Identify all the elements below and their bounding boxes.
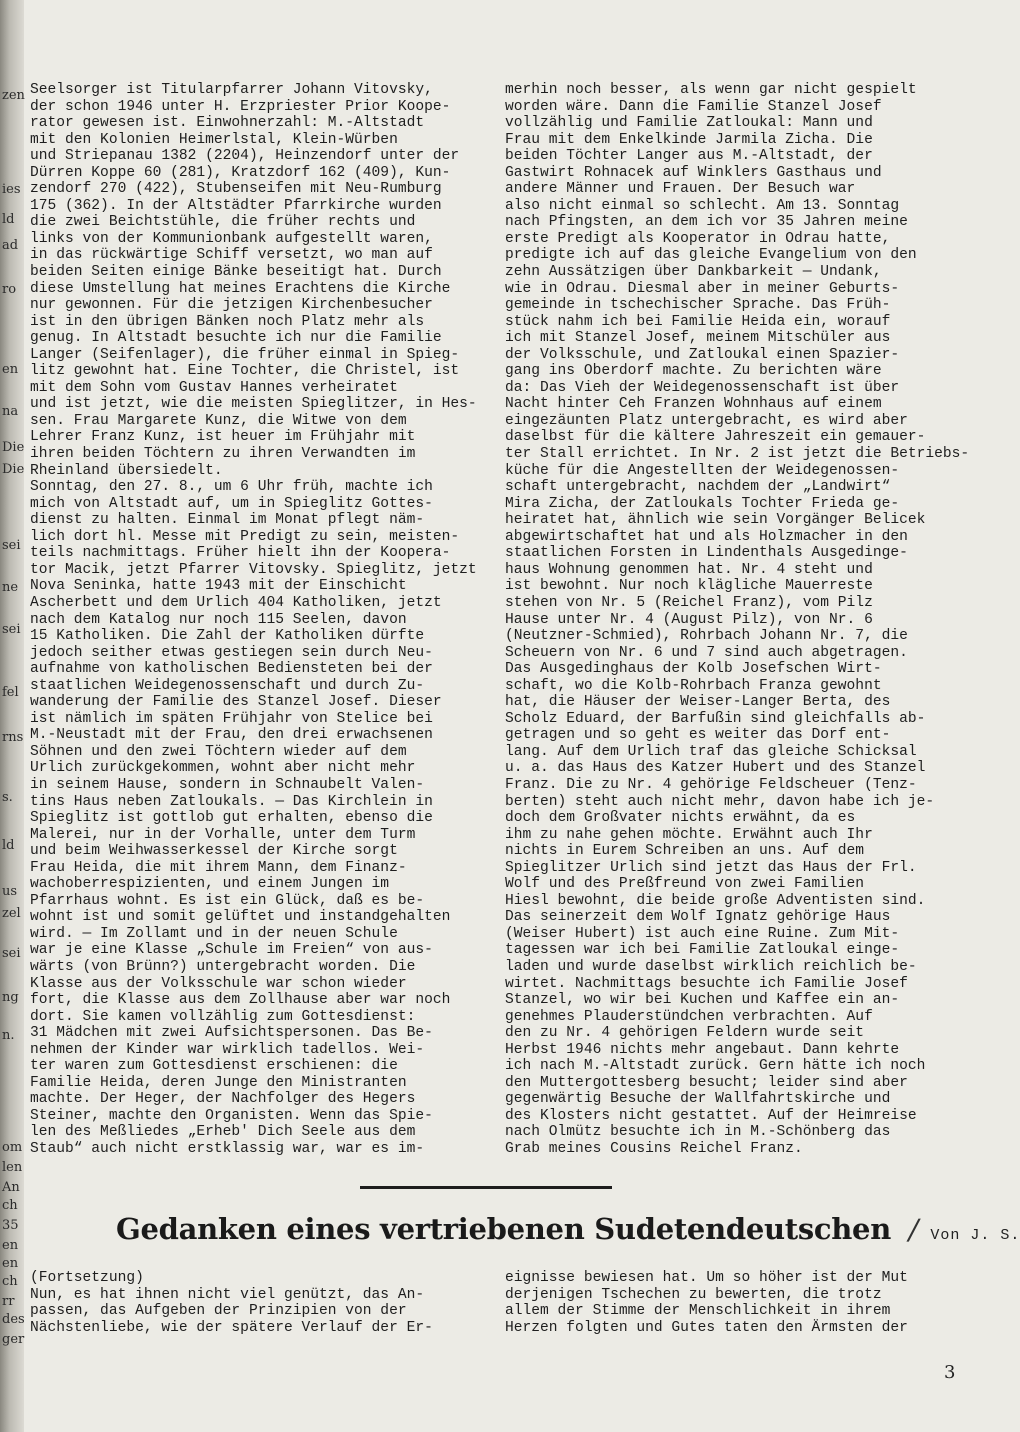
gutter-fragment: len [2, 1160, 23, 1175]
text-line: sen. Frau Margarete Kunz, die Witwe von dem [30, 412, 407, 429]
article2-right-column [505, 1270, 965, 1336]
text-line: allem der Stimme der Menschlichkeit in ihrem [505, 1303, 891, 1320]
gutter-fragment: sei [2, 538, 21, 553]
text-line: lang. Auf dem Urlich traf das gleiche Schicksal [505, 743, 917, 760]
text-line: getragen und so geht es weiter das Dorf ent- [505, 727, 891, 744]
gutter-fragments [0, 0, 26, 1432]
gutter-fragment: sei [2, 946, 21, 961]
text-line: M.-Neustadt mit der Frau, den drei erwachsenen [30, 727, 433, 744]
text-line: derjenigen Tschechen zu bewerten, die trotz [505, 1286, 882, 1303]
text-line: nach dem Katalog nur noch 115 Seelen, davon [30, 611, 407, 628]
text-line: fort, die Klasse aus dem Zollhause aber war noch [30, 992, 451, 1009]
gutter-fragment: rns [2, 730, 24, 745]
article1-left-column [30, 82, 485, 1158]
text-line: jedoch seither etwas gestiegen sein durch Neu- [30, 644, 433, 661]
text-line: merhin noch besser, als wenn gar nicht gespielt [505, 82, 917, 98]
text-line: ist in den übrigen Bänken noch Platz mehr als [30, 313, 425, 330]
text-line: der schon 1946 unter H. Erzpriester Prior Koope- [30, 98, 451, 115]
text-line: schaft untergebracht, nachdem der „Landwirt“ [505, 479, 891, 496]
text-line: Frau Heida, die mit ihrem Mann, dem Finanz- [30, 859, 407, 876]
text-line: Dürren Koppe 60 (281), Kratzdorf 162 (409), Kun- [30, 164, 451, 181]
article-title: Gedanken eines vertriebenen Sudetendeutschen [116, 1212, 891, 1246]
text-line: gegenwärtig Besuche der Wallfahrtskirche und [505, 1091, 891, 1108]
gutter-fragment: na [2, 404, 19, 419]
text-line: Staub“ auch nicht erstklassig war, war es im- [30, 1141, 425, 1157]
gutter-fragment: en [2, 1256, 19, 1271]
text-line: abgewirtschaftet hat und als Holzmacher in den [505, 528, 908, 545]
text-line: Nova Seninka, hatte 1943 mit der Einschicht [30, 578, 407, 595]
text-line: Franz. Die zu Nr. 4 gehörige Feldscheuer (Tenz- [505, 776, 917, 793]
title-separator: / [905, 1213, 922, 1246]
text-line: Pfarrhaus wohnt. Es ist ein Glück, daß es be- [30, 892, 425, 909]
text-line: wanderung der Familie des Stanzel Josef. Dieser [30, 694, 442, 711]
text-line: Das Ausgedinghaus der Kolb Josefschen Wirt- [505, 661, 882, 678]
text-line: aufnahme von katholischen Bediensteten bei der [30, 661, 433, 678]
text-line: Steiner, machte den Organisten. Wenn das Spie- [30, 1107, 433, 1124]
text-line: lich dort hl. Messe mit Predigt zu sein, meisten- [30, 528, 460, 545]
gutter-fragment: om [2, 1140, 23, 1155]
text-line: Sonntag, den 27. 8., um 6 Uhr früh, machte ich [30, 479, 433, 496]
text-line: schaft, wo die Kolb-Rohrbach Franza gewohnt [505, 677, 882, 694]
text-line: ter Stall errichtet. In Nr. 2 ist jetzt die Betriebs- [505, 446, 970, 463]
article-heading [116, 1212, 1020, 1252]
article1-right-column [505, 82, 970, 1158]
text-line: tagessen war ich bei Familie Zatloukal einge- [505, 942, 900, 959]
text-line: stück nahm ich bei Familie Heida ein, worauf [505, 313, 891, 330]
gutter-fragment: en [2, 1238, 19, 1253]
gutter-fragment: des [2, 1312, 25, 1327]
text-line: Mira Zicha, der Zatloukals Tochter Frieda ge- [505, 495, 900, 512]
text-line: mich von Altstadt auf, um in Spieglitz Gottes- [30, 495, 433, 512]
text-line: beiden Töchter Langer aus M.-Altstadt, der [505, 148, 873, 165]
gutter-fragment: ies [2, 182, 21, 197]
text-line: haus Wohnung genommen hat. Nr. 4 steht und [505, 561, 873, 578]
text-line: die zwei Beichtstühle, die früher rechts und [30, 214, 416, 231]
text-line: nach Olmütz besuchte ich in M.-Schönberg das [505, 1124, 891, 1141]
text-line: doch dem Großvater nichts erwähnt, da es [505, 810, 856, 827]
text-line: Lehrer Franz Kunz, ist heuer im Frühjahr mit [30, 429, 416, 446]
text-line: diese Umstellung hat meines Erachtens die Kirche [30, 280, 451, 297]
text-line: machte. Der Heger, der Nachfolger des Hegers [30, 1091, 416, 1108]
text-line: gang ins Oberdorf machte. Zu berichten wäre [505, 363, 882, 380]
gutter-fragment: sei [2, 622, 21, 637]
text-line: wird. — Im Zollamt und in der neuen Schule [30, 925, 398, 942]
gutter-fragment: s. [2, 790, 13, 805]
gutter-fragment: ne [2, 580, 19, 595]
text-line: Scheuern von Nr. 6 und 7 sind auch abgetragen. [505, 644, 908, 661]
text-line: den zu Nr. 4 gehörigen Feldern wurde seit [505, 1025, 865, 1042]
text-line: passen, das Aufgeben der Prinzipien von der [30, 1303, 407, 1320]
text-line: in das rückwärtige Schiff versetzt, wo man auf [30, 247, 433, 264]
text-line: nach Pfingsten, an dem ich vor 35 Jahren meine [505, 214, 908, 231]
text-line: (Weiser Hubert) ist auch eine Ruine. Zum Mit- [505, 925, 900, 942]
text-line: Stanzel, wo wir bei Kuchen und Kaffee ein an- [505, 992, 900, 1009]
text-line: Nun, es hat ihnen nicht viel genützt, das An- [30, 1286, 425, 1303]
text-line: Spieglitz ist gottlob gut erhalten, ebenso die [30, 810, 433, 827]
text-line: ter waren zum Gottesdienst erschienen: die [30, 1058, 398, 1075]
text-line: Söhnen und den zwei Töchtern wieder auf dem [30, 743, 407, 760]
gutter-fragment: n. [2, 1028, 15, 1043]
text-line: Familie Heida, deren Junge den Ministranten [30, 1074, 407, 1091]
gutter-fragment: ch [2, 1198, 18, 1213]
text-line: zehn Aussätzigen über Dankbarkeit — Undank, [505, 264, 882, 281]
text-line: eignisse bewiesen hat. Um so höher ist der Mut [505, 1270, 908, 1286]
page-number: 3 [944, 1362, 956, 1383]
text-line: dienst zu halten. Einmal im Monat pflegt näm- [30, 512, 425, 529]
text-line: Herzen folgten und Gutes taten den Ärmsten der [505, 1319, 908, 1336]
text-line: (Fortsetzung) [30, 1270, 144, 1286]
text-line: wohnt ist und somit gelüftet und instandgehalten [30, 909, 451, 926]
text-line: len des Meßliedes „Erheb' Dich Seele aus dem [30, 1124, 416, 1141]
text-line: genehmes Plauderstündchen verbrachten. Auf [505, 1008, 873, 1025]
text-line: und Striepanau 1382 (2204), Heinzendorf unter der [30, 148, 460, 165]
text-line: Nächstenliebe, wie der spätere Verlauf der Er- [30, 1319, 433, 1336]
text-line: nur gewonnen. Für die jetzigen Kirchenbesucher [30, 297, 433, 314]
text-line: und ist jetzt, wie die meisten Spieglitzer, in Hes- [30, 396, 477, 413]
text-line: predigte ich auf das gleiche Evangelium von den [505, 247, 917, 264]
text-line: heiratet hat, ähnlich wie sein Vorgänger Belicek [505, 512, 926, 529]
gutter-fragment: ro [2, 282, 17, 297]
text-line: genug. In Altstadt besuchte ich nur die Familie [30, 330, 442, 347]
gutter-fragment: zen [2, 88, 25, 103]
text-line: der Volksschule, und Zatloukal einen Spazier- [505, 346, 900, 363]
text-line: eingezäunten Platz untergebracht, es wird aber [505, 412, 908, 429]
gutter-fragment: en [2, 362, 19, 377]
text-line: Scholz Eduard, der Barfußin sind gleichfalls ab- [505, 710, 926, 727]
text-line: wachoberrespizienten, und einem Jungen im [30, 876, 390, 893]
text-line: Grab meines Cousins Reichel Franz. [505, 1141, 803, 1157]
gutter-fragment: ld [2, 212, 15, 227]
text-line: staatlichen Forsten in Lindenthals Ausgedinge- [505, 545, 908, 562]
section-divider-rule [360, 1186, 612, 1189]
gutter-fragment: zel [2, 906, 21, 921]
text-line: links von der Kommunionbank aufgestellt waren, [30, 230, 433, 247]
text-line: gemeinde in tschechischer Sprache. Das Früh- [505, 297, 891, 314]
text-line: Klasse aus der Volksschule war schon wieder [30, 975, 407, 992]
text-line: küche für die Angestellten der Weidegenossen- [505, 462, 900, 479]
text-line: beiden Seiten einige Bänke beseitigt hat. Durch [30, 264, 442, 281]
gutter-fragment: An [2, 1180, 20, 1195]
text-line: Wolf und des Preßfreund von zwei Familien [505, 876, 865, 893]
text-line: wie in Odrau. Diesmal aber in meiner Geburts- [505, 280, 900, 297]
article2-left-column [30, 1270, 485, 1336]
text-line: in seinem Hause, sondern in Schnaubelt Valen- [30, 776, 425, 793]
text-line: mit dem Sohn vom Gustav Hannes verheiratet [30, 379, 398, 396]
gutter-fragment: ch [2, 1274, 18, 1289]
gutter-fragment: ng [2, 990, 19, 1005]
text-line: stehen von Nr. 5 (Reichel Franz), vom Pilz [505, 594, 873, 611]
article-author: Von J. S. [930, 1227, 1020, 1244]
text-line: Nacht hinter Ceh Franzen Wohnhaus auf einem [505, 396, 882, 413]
text-line: rator gewesen ist. Einwohnerzahl: M.-Altstadt [30, 115, 425, 132]
text-line: Malerei, nur in der Vorhalle, unter dem Turm [30, 826, 416, 843]
text-line: dort. Sie kamen vollzählig zum Gottesdienst: [30, 1008, 416, 1025]
text-line: da: Das Vieh der Weidegenossenschaft ist über [505, 379, 900, 396]
gutter-fragment: Die [2, 462, 25, 477]
text-line: vollzählig und Familie Zatloukal: Mann und [505, 115, 873, 132]
text-line: und beim Weihwasserkessel der Kirche sorgt [30, 843, 398, 860]
text-line: Ascherbett und dem Urlich 404 Katholiken, jetzt [30, 594, 442, 611]
text-line: Hause unter Nr. 4 (August Pilz), von Nr. 6 [505, 611, 873, 628]
text-line: des Klosters nicht gestattet. Auf der Heimreise [505, 1107, 917, 1124]
text-line: Frau mit dem Enkelkinde Jarmila Zicha. Die [505, 131, 873, 148]
gutter-fragment: fel [2, 685, 19, 700]
text-line: u. a. das Haus des Katzer Hubert und des Stanzel [505, 760, 926, 777]
text-line: laden und wurde daselbst wirklich reichlich be- [505, 958, 917, 975]
text-line: 15 Katholiken. Die Zahl der Katholiken dürfte [30, 628, 425, 645]
text-line: also nicht einmal so schlecht. Am 13. Sonntag [505, 197, 900, 214]
text-line: ich nach M.-Altstadt zurück. Gern hätte ich noch [505, 1058, 926, 1075]
gutter-fragment: rr [2, 1294, 15, 1309]
text-line: Gastwirt Rohnacek auf Winklers Gasthaus und [505, 164, 882, 181]
text-line: Hiesl bewohnt, die beide große Adventisten sind. [505, 892, 926, 909]
gutter-fragment: ld [2, 838, 15, 853]
gutter-fragment: ad [2, 238, 19, 253]
text-line: nichts in Eurem Schreiben an uns. Auf dem [505, 843, 865, 860]
text-line: Seelsorger ist Titularpfarrer Johann Vitovsky, [30, 82, 433, 98]
text-line: war je eine Klasse „Schule im Freien“ von aus- [30, 942, 433, 959]
text-line: worden wäre. Dann die Familie Stanzel Josef [505, 98, 882, 115]
text-line: zendorf 270 (422), Stubenseifen mit Neu-Rumburg [30, 181, 442, 198]
text-line: Langer (Seifenlager), die früher einmal in Spieg- [30, 346, 460, 363]
text-line: erste Predigt als Kooperator in Odrau hatte, [505, 230, 891, 247]
text-line: tins Haus neben Zatloukals. — Das Kirchlein in [30, 793, 433, 810]
text-line: (Neutzner-Schmied), Rohrbach Johann Nr. 7, die [505, 628, 908, 645]
text-line: Urlich zurückgekommen, wohnt aber nicht mehr [30, 760, 416, 777]
text-line: Spieglitzer Urlich sind jetzt das Haus der Frl. [505, 859, 917, 876]
text-line: 175 (362). In der Altstädter Pfarrkirche wurden [30, 197, 442, 214]
text-line: Herbst 1946 nichts mehr angebaut. Dann kehrte [505, 1041, 900, 1058]
text-line: litz gewohnt hat. Eine Tochter, die Christel, ist [30, 363, 460, 380]
text-line: mit den Kolonien Heimerlstal, Klein-Würben [30, 131, 398, 148]
text-line: ihm zu nahe gehen möchte. Erwähnt auch Ihr [505, 826, 873, 843]
text-line: berten) steht auch nicht mehr, davon habe ich je- [505, 793, 935, 810]
text-line: ist bewohnt. Nur noch klägliche Mauerreste [505, 578, 873, 595]
gutter-fragment: 35 [2, 1218, 19, 1233]
gutter-fragment: Die [2, 440, 25, 455]
text-line: daselbst für die kältere Jahreszeit ein gemauer- [505, 429, 926, 446]
gutter-fragment: ger [2, 1332, 25, 1347]
text-line: wirtet. Nachmittags besuchte ich Familie Josef [505, 975, 908, 992]
gutter-fragment: us [2, 884, 18, 899]
text-line: 31 Mädchen mit zwei Aufsichtspersonen. Das Be- [30, 1025, 433, 1042]
text-line: nehmen der Kinder war wirklich tadellos. Wei- [30, 1041, 425, 1058]
text-line: staatlichen Weidegenossenschaft und durch Zu- [30, 677, 425, 694]
text-line: ich mit Stanzel Josef, meinem Mitschüler aus [505, 330, 891, 347]
text-line: hat, die Häuser der Weiser-Langer Berta, des [505, 694, 891, 711]
text-line: teils nachmittags. Früher hielt ihn der Koopera- [30, 545, 451, 562]
text-line: Rheinland übersiedelt. [30, 462, 223, 479]
text-line: andere Männer und Frauen. Der Besuch war [505, 181, 856, 198]
text-line: ihren beiden Töchtern zu ihren Verwandten im [30, 446, 416, 463]
text-line: den Muttergottesberg besucht; leider sind aber [505, 1074, 908, 1091]
text-line: Das seinerzeit dem Wolf Ignatz gehörige Haus [505, 909, 891, 926]
text-line: ist nämlich im späten Frühjahr von Stelice bei [30, 710, 433, 727]
text-line: tor Macik, jetzt Pfarrer Vitovsky. Spieglitz, jetzt [30, 561, 477, 578]
text-line: wärts (von Brünn?) untergebracht worden. Die [30, 958, 416, 975]
